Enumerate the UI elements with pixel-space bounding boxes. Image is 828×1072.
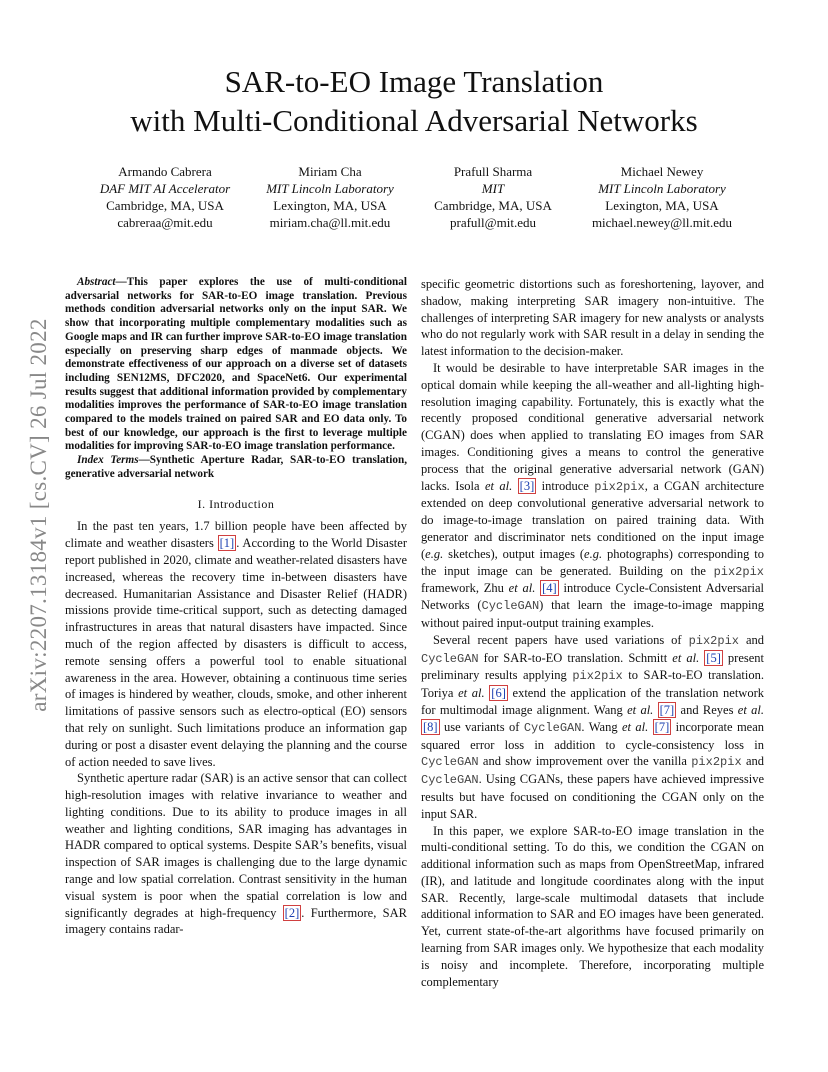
citation-link[interactable]: [4] — [542, 581, 557, 596]
author-location: Cambridge, MA, USA — [434, 198, 552, 213]
paragraph: Several recent papers have used variations of pix2pix and CycleGAN for SAR-to-EO translation. Schmitt et al. [5] present preliminary results applying pix2pix to SAR-to-EO translation. Toriya et al. [6] extend the application of the translation network for multimodal image alignment. Wang et al. [7] and Reyes et al. [8] use variants of CycleGAN. Wang et al. [7] incorporate mean squared error loss in addition to cycle-consistency loss in CycleGAN and show improvement over the vanilla pix2pix and CycleGAN. Using CGANs, these papers have achieved impressive results but have focused on conditioning the CGAN only on the input SAR. — [421, 632, 765, 821]
title-line-2: with Multi-Conditional Adversarial Networks — [130, 103, 698, 138]
author-name: Armando Cabrera — [118, 164, 212, 179]
author-name: Prafull Sharma — [453, 164, 533, 179]
paragraph: specific geometric distortions such as foreshortening, layover, and shadow, making interpreting SAR imagery non-intuitive. The challenges of interpreting SAR imagery for new analysts or analysts who do not regularly work with SAR result in a delay in sending the latest information to the decision-maker. — [421, 277, 764, 359]
abstract-text: —This paper explores the use of multi-conditional adversarial networks for SAR-to-EO image translation. Previous methods condition adversarial networks only on the input SAR. We show that incorporating multiple complementary modalities such as Google maps and IR can further improve SAR-to-EO image translation especially on preserving sharp edges of manmade objects. We demonstrate effectiveness of our approach on a diverse set of datasets including SEN12MS, DFC2020, and SpaceNet6. Our experimental results suggest that additional information provided by complementary modalities improves the performance of SAR-to-EO image translation compared to the models trained on paired SAR and EO data only. To best of our knowledge, our approach is the first to leverage multiple modalities for improving SAR-to-EO image translation performance. — [65, 276, 407, 453]
index-terms-text: —Synthetic Aperture Radar, SAR-to-EO translation, generative adversarial network — [65, 454, 407, 480]
citation-link[interactable]: [3] — [519, 478, 535, 493]
arxiv-sidebar — [18, 295, 60, 735]
citation-link[interactable]: [2] — [284, 905, 300, 920]
index-terms — [65, 454, 407, 481]
author-name: Michael Newey — [620, 164, 704, 179]
author-location: Lexington, MA, USA — [273, 198, 387, 213]
author-email: miriam.cha@ll.mit.edu — [269, 215, 391, 230]
citation-link[interactable]: [1] — [219, 536, 235, 551]
author-affiliation: MIT Lincoln Laboratory — [598, 181, 726, 196]
paper-title — [0, 62, 828, 140]
paragraph: In the past ten years, 1.7 billion people have been affected by climate and weather disasters [1] . According to the World Disaster report published in 2020, climate and weather-related disasters have increased, whereas the recovery time in-between disasters have decreased. Humanitarian Assistance and Disaster Relief (HADR) missions provide time-critical support, such as detecting damaged infrastructures in areas that natural disasters have impacted. Since much of the region affected by disasters is difficult to access, remote sensing offers a powerful tool to enable situational awareness in the area. However, obtaining a continuous time series of images is hindered by weather, clouds, smoke, and other inherent limitations of passive sensors such as electro-optical (EO) sensors that rely on sunlight. Such limitations produce an information gap during or post a disaster event delaying the planning and the course of action needed to save lives. — [65, 519, 407, 769]
arxiv-identifier: arXiv:2207.13184v1 [cs.CV] 26 Jul 2022 — [26, 318, 51, 712]
author-affiliation: MIT Lincoln Laboratory — [266, 181, 394, 196]
abstract-lead: Abstract — [77, 276, 116, 288]
author-4 — [572, 163, 752, 231]
title-line-1: SAR-to-EO Image Translation — [224, 64, 604, 99]
author-1 — [75, 163, 255, 231]
citation-link[interactable]: [7] — [659, 702, 675, 717]
author-location: Lexington, MA, USA — [605, 198, 719, 213]
paragraph: In this paper, we explore SAR-to-EO image translation in the multi-conditional setting. To do this, we condition the CGAN on additional information such as maps from OpenStreetMap, infrared (IR), and latitude and longitude coordinates along with the input SAR. Recently, large-scale multimodal datasets that include additional information to SAR and EO images have been generated. Yet, current state-of-the-art algorithms have focused primarily on learning from SAR images only. We hypothesize that each modality is noisy and incomplete. Therefore, incorporating multiple complementary — [421, 823, 764, 989]
author-affiliation: DAF MIT AI Accelerator — [99, 181, 231, 196]
right-column — [421, 276, 764, 990]
citation-link[interactable]: [5] — [706, 650, 721, 665]
author-location: Cambridge, MA, USA — [106, 198, 224, 213]
section-heading: I. Introduction — [197, 496, 275, 511]
author-email: prafull@mit.edu — [450, 215, 536, 230]
index-terms-lead: Index Terms — [77, 454, 139, 467]
author-block — [0, 163, 828, 243]
author-3 — [403, 163, 583, 231]
author-name: Miriam Cha — [298, 164, 362, 179]
author-email: cabreraa@mit.edu — [117, 215, 213, 230]
citation-link[interactable]: [8] — [423, 719, 438, 734]
paragraph: It would be desirable to have interpretable SAR images in the optical domain while keeping the all-weather and all-lighting high-resolution imaging capability. Fortunately, this is exactly what the recently proposed conditional generative adversarial network (CGAN) does when applied to translating EO images from SAR images. Conditioning gives a means to control the generative process that the original generative adversarial network (GAN) lacks. Isola et al. [3] introduce pix2pix, a CGAN architecture extended on deep convolutional generative adversarial network to do image-to-image translation on paired training data. With generator and discriminator nets conditioned on the input image (e.g. sketches), output images (e.g. photographs) corresponding to the input image can be generated. Building on the pix2pix framework, Zhu et al. [4] introduce Cycle-Consistent Adversarial Networks (CycleGAN) that learn the image-to-image mapping without paired input-output training examples. — [421, 360, 765, 630]
abstract — [65, 276, 407, 454]
author-affiliation: MIT — [481, 181, 505, 196]
author-email: michael.newey@ll.mit.edu — [591, 215, 733, 230]
citation-link[interactable]: [6] — [491, 686, 506, 701]
author-2 — [240, 163, 420, 231]
paragraph: Synthetic aperture radar (SAR) is an active sensor that can collect high-resolution images with relative invariance to weather and lighting conditions. Due to its ability to produce images in all weather and lighting conditions, SAR imaging has advantages in HADR compared to optical systems. Despite SAR’s benefits, visual inspection of SAR images is challenging due to the large dynamic range and low spatial correlation. Contrast sensitivity in the human visual system is poor when the spatial correlation is low and significantly degrades at high-frequency [2] . Furthermore, SAR imagery contains radar- — [65, 771, 407, 937]
left-column — [65, 276, 407, 938]
citation-link[interactable]: [7] — [654, 719, 670, 734]
